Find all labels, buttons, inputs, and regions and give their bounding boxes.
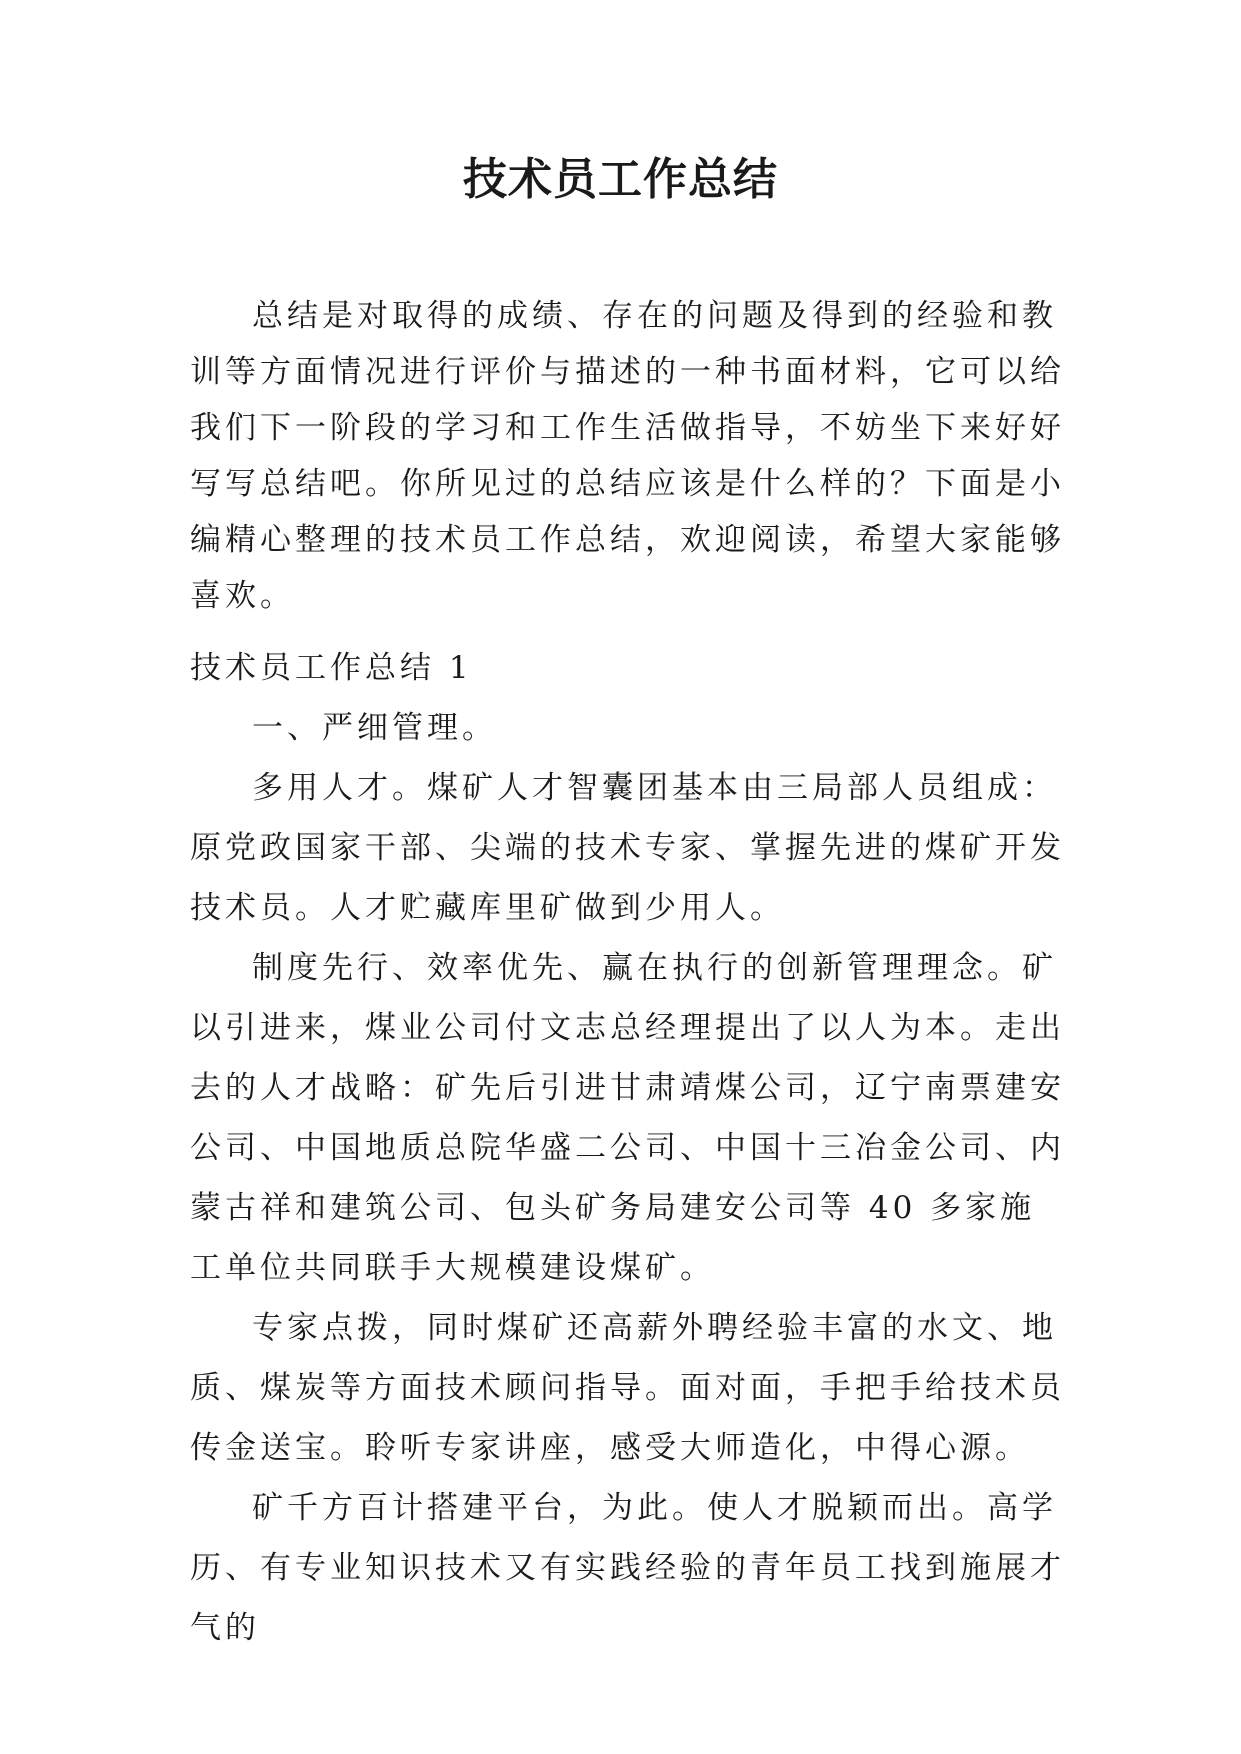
paragraph-1: 一、严细管理。 bbox=[252, 710, 497, 746]
intro-block bbox=[190, 288, 1065, 624]
section-heading: 技术员工作总结 1 bbox=[190, 650, 473, 686]
paragraph-3: 制度先行、效率优先、赢在执行的创新管理理念。矿以引进来，煤业公司付文志总经理提出了以人为本。走出去的人才战略：矿先后引进甘肃靖煤公司，辽宁南票建安公司、中国地质总院华盛二公司、中国十三冶金公司、内蒙古祥和建筑公司、包头矿务局建安公司等 40 多家施工单位共同联手大规模建设煤矿。 bbox=[190, 950, 1065, 1286]
section-content bbox=[190, 638, 1065, 1658]
paragraph-5: 矿千方百计搭建平台，为此。使人才脱颖而出。高学历、有专业知识技术又有实践经验的青年员工找到施展才气的 bbox=[190, 1490, 1065, 1646]
paragraph-2: 多用人才。煤矿人才智囊团基本由三局部人员组成：原党政国家干部、尖端的技术专家、掌握先进的煤矿开发技术员。人才贮藏库里矿做到少用人。 bbox=[190, 770, 1065, 926]
intro-paragraph: 总结是对取得的成绩、存在的问题及得到的经验和教训等方面情况进行评价与描述的一种书面材料，它可以给我们下一阶段的学习和工作生活做指导，不妨坐下来好好写写总结吧。你所见过的总结应该是什么样的？下面是小编精心整理的技术员工作总结，欢迎阅读，希望大家能够喜欢。 bbox=[190, 298, 1065, 614]
paragraph-4: 专家点拨，同时煤矿还高薪外聘经验丰富的水文、地质、煤炭等方面技术顾问指导。面对面，手把手给技术员传金送宝。聆听专家讲座，感受大师造化，中得心源。 bbox=[190, 1310, 1065, 1466]
document-title: 技术员工作总结 bbox=[463, 154, 778, 205]
